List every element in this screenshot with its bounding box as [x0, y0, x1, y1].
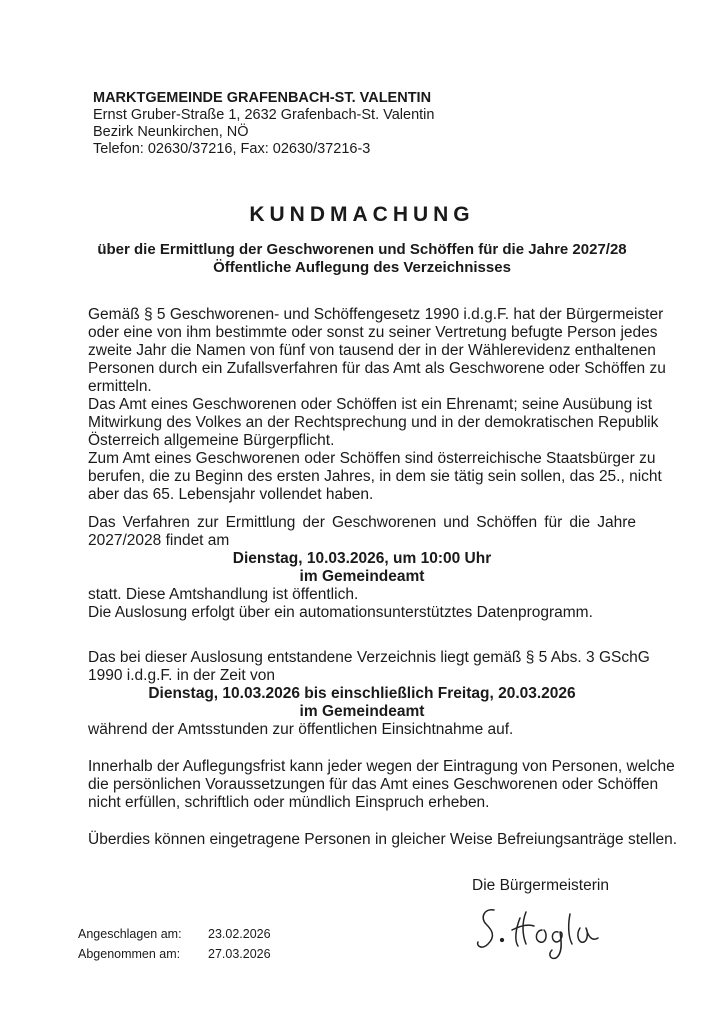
- posted-date: 23.02.2026: [208, 927, 271, 941]
- posted-label: Angeschlagen am:: [78, 927, 182, 941]
- exemption-line: Überdies können eingetragene Personen in gleicher Weise Befreiungsanträge stellen.: [88, 831, 678, 848]
- objection-line: die persönlichen Voraussetzungen für das Amt eines Geschworenen oder Schöffen: [88, 776, 659, 793]
- procedure-line: Die Auslosung erfolgt über ein automationsunterstütztes Datenprogramm.: [88, 604, 593, 621]
- address-line: Ernst Gruber-Straße 1, 2632 Grafenbach-St. Valentin: [93, 107, 435, 123]
- signature-stroke: [536, 930, 546, 942]
- signatory-title: Die Bürgermeisterin: [472, 877, 609, 894]
- para3-line: berufen, die zu Beginn des ersten Jahres, in dem sie tätig sein sollen, das 25., nicht: [88, 468, 662, 485]
- para3-line: aber das 65. Lebensjahr vollendet haben.: [88, 486, 374, 503]
- signature-dot: [501, 939, 504, 942]
- municipality-name: MARKTGEMEINDE GRAFENBACH-ST. VALENTIN: [93, 90, 432, 106]
- procedure-line: statt. Diese Amtshandlung ist öffentlich.: [88, 586, 359, 603]
- para1-line: Personen durch ein Zufallsverfahren für das Amt als Geschworene oder Schöffen zu: [88, 360, 666, 377]
- procedure-place: im Gemeindeamt: [299, 568, 425, 585]
- para2-line: Österreich allgemeine Bürgerpflicht.: [88, 432, 335, 449]
- signature: [472, 888, 612, 968]
- phone-line: Telefon: 02630/37216, Fax: 02630/37216-3: [93, 141, 371, 157]
- inspection-line: Das bei dieser Auslosung entstandene Verzeichnis liegt gemäß § 5 Abs. 3 GSchG: [88, 649, 650, 666]
- signature-stroke: [569, 914, 572, 944]
- removed-label: Abgenommen am:: [78, 947, 181, 961]
- para1-line: ermitteln.: [88, 378, 152, 395]
- para2-line: Das Amt eines Geschworenen oder Schöffen ist ein Ehrenamt; seine Ausübung ist: [88, 396, 653, 413]
- para3-line: Zum Amt eines Geschworenen oder Schöffen sind österreichische Staatsbürger zu: [88, 450, 656, 467]
- procedure-line: 2027/2028 findet am: [88, 532, 230, 549]
- inspection-line: 1990 i.d.g.F. in der Zeit von: [88, 667, 275, 684]
- para1-line: oder eine von ihm bestimmte oder sonst zu seiner Vertretung befugte Person jedes: [88, 324, 658, 341]
- subtitle-line-1: über die Ermittlung der Geschworenen und Schöffen für die Jahre 2027/28: [97, 241, 627, 258]
- district-line: Bezirk Neunkirchen, NÖ: [93, 124, 249, 140]
- objection-line: Innerhalb der Auflegungsfrist kann jeder wegen der Eintragung von Personen, welche: [88, 758, 675, 775]
- signature-stroke: [550, 932, 562, 959]
- inspection-place: im Gemeindeamt: [299, 703, 425, 720]
- document-title: KUNDMACHUNG: [249, 203, 475, 226]
- para1-line: Gemäß § 5 Geschworenen- und Schöffengesetz 1990 i.d.g.F. hat der Bürgermeister: [88, 306, 664, 323]
- inspection-period: Dienstag, 10.03.2026 bis einschließlich Freitag, 20.03.2026: [148, 685, 576, 702]
- procedure-line: Das Verfahren zur Ermittlung der Geschworenen und Schöffen für die Jahre: [88, 514, 636, 531]
- signature-stroke: [512, 912, 534, 946]
- para2-line: Mitwirkung des Volkes an der Rechtsprechung und in der demokratischen Republik: [88, 414, 659, 431]
- procedure-date: Dienstag, 10.03.2026, um 10:00 Uhr: [232, 550, 492, 567]
- signature-stroke: [578, 928, 598, 942]
- para1-line: zweite Jahr die Namen von fünf von tausend der in der Wählerevidenz enthaltenen: [88, 342, 656, 359]
- subtitle-line-2: Öffentliche Auflegung des Verzeichnisses: [213, 259, 511, 276]
- inspection-line: während der Amtsstunden zur öffentlichen Einsichtnahme auf.: [88, 721, 514, 738]
- removed-date: 27.03.2026: [208, 947, 271, 961]
- signature-stroke: [478, 910, 494, 947]
- objection-line: nicht erfüllen, schriftlich oder mündlich Einspruch erheben.: [88, 794, 490, 811]
